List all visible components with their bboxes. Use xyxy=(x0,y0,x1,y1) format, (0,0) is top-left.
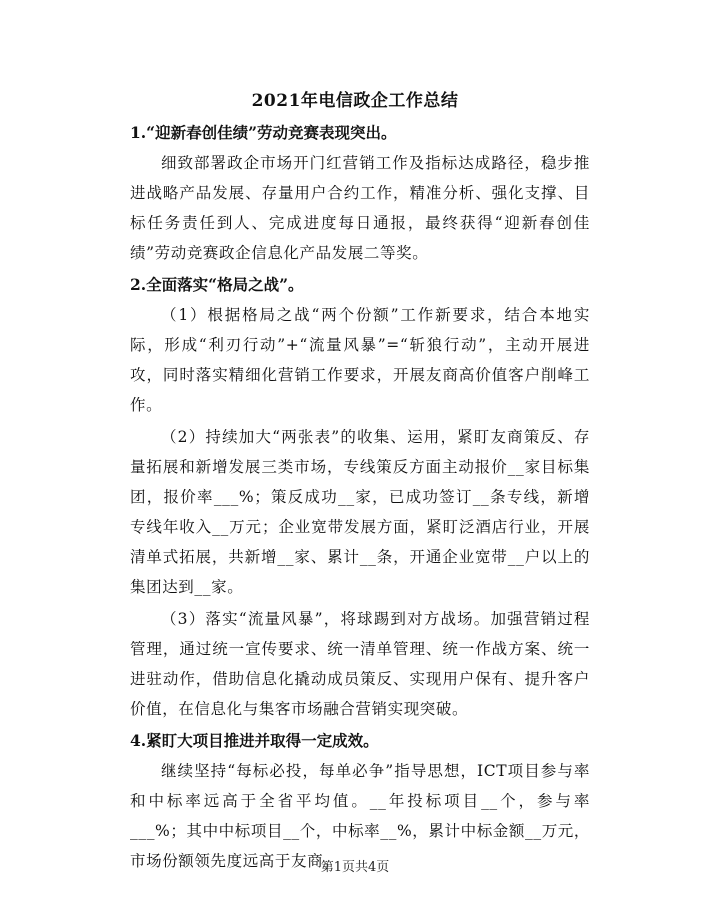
section-2-paragraph-2: （2）持续加大“两张表”的收集、运用，紧盯友商策反、存量拓展和新增发展三类市场，专线策反方面主动报价__家目标集团，报价率___%；策反成功__家，已成功签订__条专线，新增专线年收入__万元；企业宽带发展方面，紧盯泛酒店行业，开展清单式拓展，共新增__家、累计__条，开通企业宽带__户以上的集团达到__家。 xyxy=(130,428,590,596)
section-4-heading: 4.紧盯大项目推进并取得一定成效。 xyxy=(130,731,379,750)
section-1-heading: 1.“迎新春创佳绩”劳动竞赛表现突出。 xyxy=(130,123,397,142)
page-number-footer: 第1页共4页 xyxy=(320,860,390,875)
section-1-paragraph-1: 细致部署政企市场开门红营销工作及指标达成路径，稳步推进战略产品发展、存量用户合约工作，精准分析、强化支撑、目标任务责任到人、完成进度每日通报，最终获得“迎新春创佳绩”劳动竞赛政企信息化产品发展二等奖。 xyxy=(130,154,590,262)
document-body xyxy=(130,116,590,878)
section-2-paragraph-3: （3）落实“流量风暴”，将球踢到对方战场。加强营销过程管理，通过统一宣传要求、统一清单管理、统一作战方案、统一进驻动作，借助信息化撬动成员策反、实现用户保有、提升客户价值，在信息化与集客市场融合营销实现突破。 xyxy=(130,610,590,718)
document-title: 2021年电信政企工作总结 xyxy=(251,91,459,111)
section-2-heading: 2.全面落实“格局之战”。 xyxy=(130,275,304,294)
section-4-paragraph-1: 继续坚持“每标必投，每单必争”指导思想，ICT项目参与率和中标率远高于全省平均值。__年投标项目__个，参与率___%；其中中标项目__个，中标率__%，累计中标金额__万元，市场份额领先度远高于友商。 xyxy=(130,762,591,870)
section-2-paragraph-1: （1）根据格局之战“两个份额”工作新要求，结合本地实际，形成“利刃行动”+“流量风暴”=“斩狼行动”，主动开展进攻，同时落实精细化营销工作要求，开展友商高价值客户削峰工作。 xyxy=(130,306,590,414)
